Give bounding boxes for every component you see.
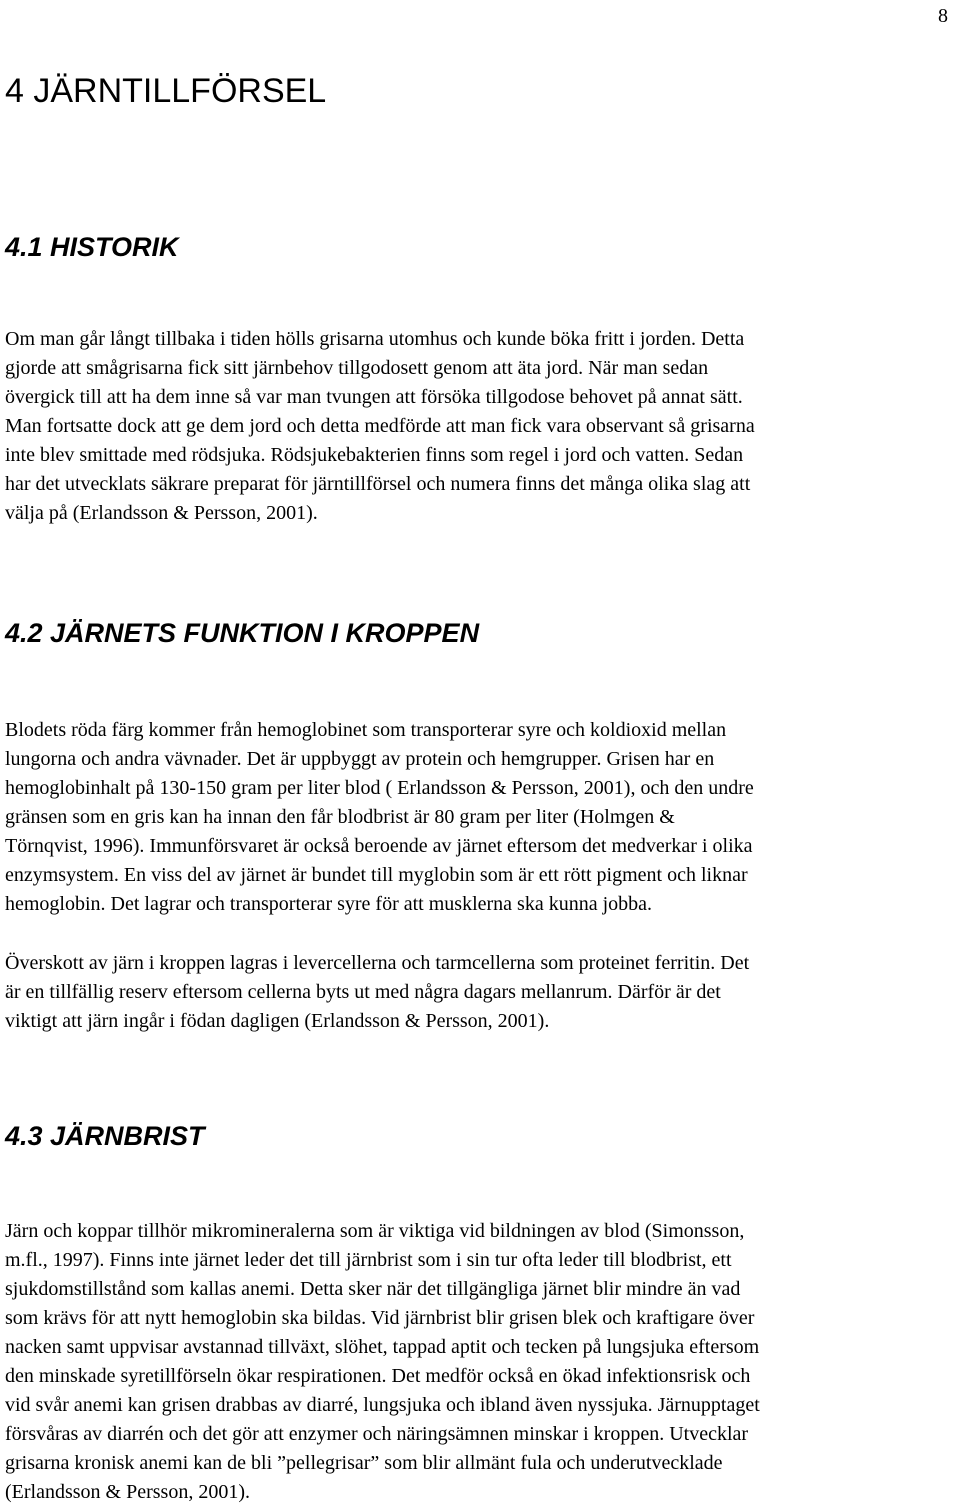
- text-line: vid svår anemi kan grisen drabbas av diarré, lungsjuka och ibland även nyssjuka. Järnupptaget: [5, 1394, 760, 1416]
- text-line: gränsen som en gris kan ha innan den får blodbrist är 80 gram per liter (Holmgen &: [5, 806, 675, 828]
- text-line: lungorna och andra vävnader. Det är uppbyggt av protein och hemgrupper. Grisen har en: [5, 748, 715, 770]
- text-line: hemoglobinhalt på 130-150 gram per liter blod ( Erlandsson & Persson, 2001), och den undre: [5, 777, 754, 799]
- text-line: gjorde att smågrisarna fick sitt järnbehov tillgodosett genom att äta jord. När man sedan: [5, 357, 709, 379]
- text-line: Törnqvist, 1996). Immunförsvaret är också beroende av järnet eftersom det medverkar i olika: [5, 835, 753, 857]
- paragraph-jarnets-funktion-1: [5, 716, 955, 919]
- text-line: (Erlandsson & Persson, 2001).: [5, 1481, 250, 1503]
- chapter-title: 4 JÄRNTILLFÖRSEL: [5, 72, 327, 110]
- section-heading-jarnets-funktion: 4.2 JÄRNETS FUNKTION I KROPPEN: [5, 618, 480, 648]
- text-line: Om man går långt tillbaka i tiden hölls grisarna utomhus och kunde böka fritt i jorden. Detta: [5, 328, 745, 350]
- text-line: välja på (Erlandsson & Persson, 2001).: [5, 502, 318, 524]
- text-line: försvåras av diarrén och det gör att enzymer och näringsämnen minskar i kroppen. Utvecklar: [5, 1423, 749, 1445]
- paragraph-jarnets-funktion-2: [5, 949, 955, 1036]
- text-line: sjukdomstillstånd som kallas anemi. Detta sker när det tillgängliga järnet blir mindre än vad: [5, 1278, 741, 1300]
- text-line: m.fl., 1997). Finns inte järnet leder det till järnbrist som i sin tur ofta leder till blodbrist, ett: [5, 1249, 732, 1271]
- text-line: övergick till att ha dem inne så var man tvungen att försöka tillgodose behovet på annat sätt.: [5, 386, 743, 408]
- text-line: hemoglobin. Det lagrar och transporterar syre för att musklerna ska kunna jobba.: [5, 893, 653, 915]
- text-line: Överskott av järn i kroppen lagras i levercellerna och tarmcellerna som proteinet ferritin. Det: [5, 952, 750, 974]
- paragraph-jarnbrist: [5, 1217, 955, 1507]
- text-line: inte blev smittade med rödsjuka. Rödsjukebakterien finns som regel i jord och vatten. Sedan: [5, 444, 744, 466]
- section-heading-historik: 4.1 HISTORIK: [5, 232, 179, 262]
- text-line: Järn och koppar tillhör mikromineralerna som är viktiga vid bildningen av blod (Simonsson,: [5, 1220, 745, 1242]
- text-line: nacken samt uppvisar avstannad tillväxt, slöhet, tappad aptit och tecken på lungsjuka eftersom: [5, 1336, 760, 1358]
- section-heading-jarnbrist: 4.3 JÄRNBRIST: [5, 1121, 205, 1151]
- text-line: grisarna kronisk anemi kan de bli ”pellegrisar” som blir allmänt fula och underutvecklade: [5, 1452, 723, 1474]
- paragraph-historik: [5, 325, 955, 528]
- text-line: Blodets röda färg kommer från hemoglobinet som transporterar syre och koldioxid mellan: [5, 719, 727, 741]
- text-line: som krävs för att nytt hemoglobin ska bildas. Vid järnbrist blir grisen blek och kraftigare över: [5, 1307, 755, 1329]
- page-number: 8: [938, 5, 948, 27]
- text-line: enzymsystem. En viss del av järnet är bundet till myglobin som är ett rött pigment och liknar: [5, 864, 748, 886]
- text-line: Man fortsatte dock att ge dem jord och detta medförde att man fick vara observant så grisarna: [5, 415, 755, 437]
- text-line: har det utvecklats säkrare preparat för järntillförsel och numera finns det många olika slag att: [5, 473, 751, 495]
- text-line: är en tillfällig reserv eftersom cellerna byts ut med några dagars mellanrum. Därför är det: [5, 981, 721, 1003]
- text-line: den minskade syretillförseln ökar respirationen. Det medför också en ökad infektionsrisk och: [5, 1365, 751, 1387]
- text-line: viktigt att järn ingår i födan dagligen (Erlandsson & Persson, 2001).: [5, 1010, 550, 1032]
